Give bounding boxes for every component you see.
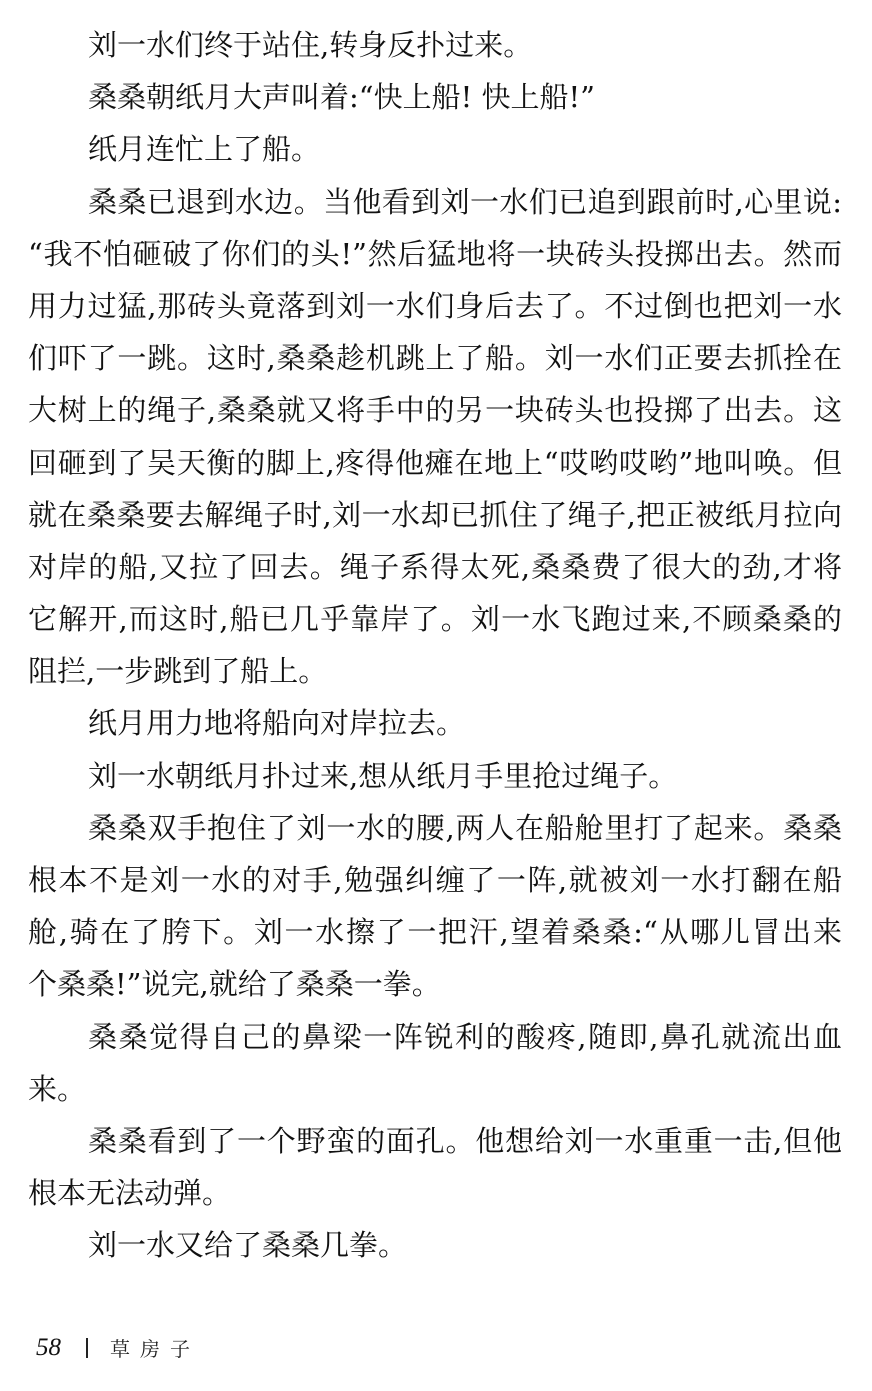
paragraph [28,71,842,123]
text-line: 桑桑觉得自己的鼻梁一阵锐利的酸疼,随即,鼻孔就流出血 [88,1019,842,1054]
footer-divider [86,1338,88,1358]
text-line: 桑桑朝纸月大声叫着:“快上船! 快上船!” [88,80,595,115]
book-title: 草房子 [110,1337,200,1361]
text-line: 回砸到了吴天衡的脚上,疼得他瘫在地上“哎哟哎哟”地叫唤。但 [28,445,842,480]
text-line: 纸月用力地将船向对岸拉去。 [88,706,466,741]
text-line: 用力过猛,那砖头竟落到刘一水们身后去了。不过倒也把刘一水 [28,288,842,323]
paragraph [28,802,842,1011]
body-text [28,19,842,1272]
text-line: 舱,骑在了胯下。刘一水擦了一把汗,望着桑桑:“从哪儿冒出来 [28,915,842,950]
paragraph [28,1115,842,1219]
page-number: 58 [36,1333,61,1361]
paragraph [28,123,842,175]
text-line: 个桑桑!”说完,就给了桑桑一拳。 [28,967,441,1002]
text-line: 大树上的绳子,桑桑就又将手中的另一块砖头也投掷了出去。这 [28,393,842,428]
text-line: 刘一水朝纸月扑过来,想从纸月手里抢过绳子。 [88,758,678,793]
text-line: 刘一水们终于站住,转身反扑过来。 [88,28,533,62]
paragraph [28,750,842,802]
text-line: 它解开,而这时,船已几乎靠岸了。刘一水飞跑过来,不顾桑桑的 [28,602,842,637]
text-line: 纸月连忙上了船。 [88,132,321,167]
paragraph [28,176,842,698]
text-line: 根本不是刘一水的对手,勉强纠缠了一阵,就被刘一水打翻在船 [28,863,842,897]
paragraph [28,1011,842,1115]
text-line: 就在桑桑要去解绳子时,刘一水却已抓住了绳子,把正被纸月拉向 [28,497,842,532]
paragraph [28,19,842,71]
text-line: 来。 [28,1071,87,1106]
paragraph [28,1219,842,1271]
text-line: 根本无法动弹。 [28,1176,232,1211]
text-line: 刘一水又给了桑桑几拳。 [88,1228,408,1263]
page-footer [36,1333,200,1362]
text-line: 对岸的船,又拉了回去。绳子系得太死,桑桑费了很大的劲,才将 [28,549,842,584]
text-line: 桑桑双手抱住了刘一水的腰,两人在船舱里打了起来。桑桑 [88,810,842,845]
text-line: 桑桑看到了一个野蛮的面孔。他想给刘一水重重一击,但他 [88,1123,842,1158]
text-line: 阻拦,一步跳到了船上。 [28,654,328,689]
paragraph [28,697,842,749]
text-line: 桑桑已退到水边。当他看到刘一水们已追到跟前时,心里说: [88,184,842,219]
text-line: “我不怕砸破了你们的头!”然后猛地将一块砖头投掷出去。然而 [28,236,842,271]
text-line: 们吓了一跳。这时,桑桑趁机跳上了船。刘一水们正要去抓拴在 [28,341,842,376]
